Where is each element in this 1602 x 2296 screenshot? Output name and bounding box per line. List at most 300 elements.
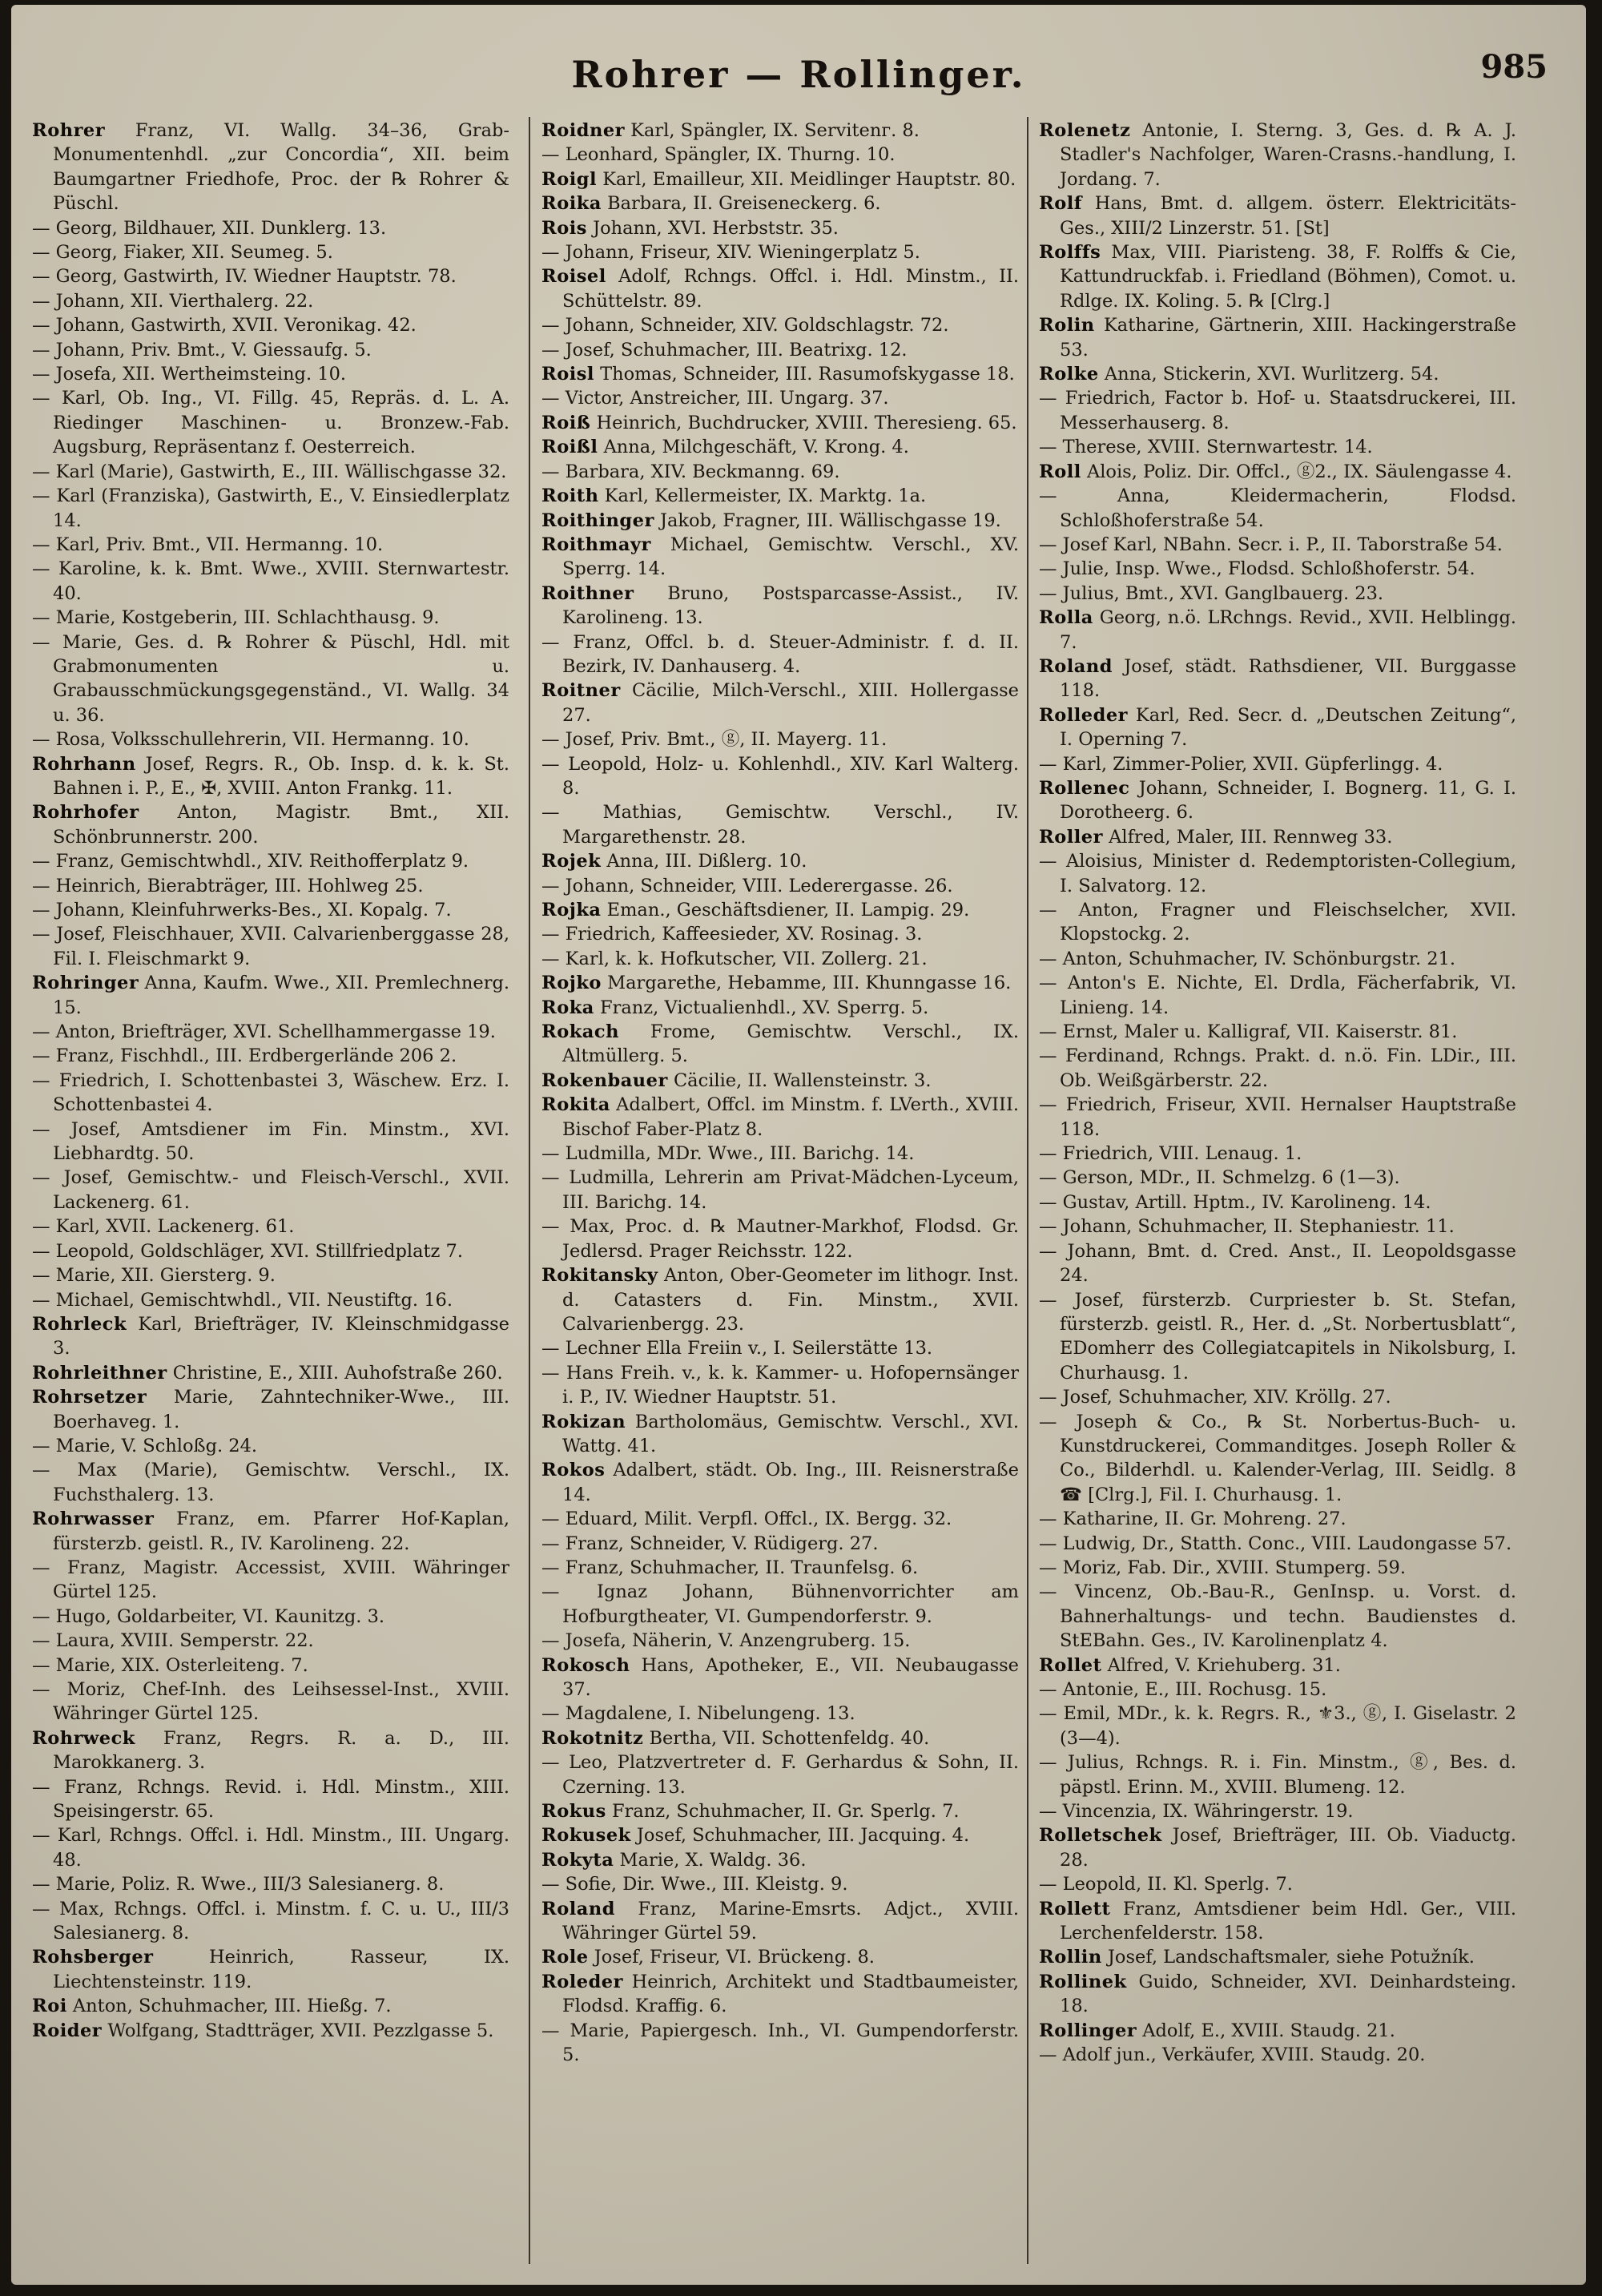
directory-entry [541, 191, 1019, 216]
entry-details: Bertha, VII. Schottenfeldg. 40. [649, 1727, 930, 1749]
entry-details: — Victor, Anstreicher, III. Ungarg. 37. [541, 388, 889, 409]
entry-surname: Rojek [541, 851, 602, 872]
directory-entry [541, 1823, 1019, 1847]
directory-entry [32, 1288, 509, 1312]
entry-surname: Roleder [541, 1971, 623, 1992]
entry-details: Josef, Regrs. R., Ob. Insp. d. k. k. St. Bahnen i. P., E., ✠, XVIII. Anton Frankg. 11. [53, 753, 510, 799]
directory-entry [541, 509, 1019, 533]
entry-details: Anton, Ober-Geometer im lithogr. Inst. d. Catasters d. Fin. Minstm., XVII. Calvarienbergg. 23. [562, 1265, 1019, 1335]
entry-details: Hans, Bmt. d. allgem. österr. Elektricitäts-Ges., XIII/2 Linzerstr. 51. [St] [1060, 193, 1516, 239]
entry-details: — Lechner Ella Freiin v., I. Seilerstätte 13. [541, 1338, 933, 1359]
entry-details: Franz, Marine-Emsrts. Adjct., XVIII. Währinger Gürtel 59. [562, 1898, 1019, 1944]
directory-entry [541, 484, 1019, 508]
entry-details: — Anna, Kleidermacherin, Flodsd. Schloßhoferstraße 54. [1039, 485, 1516, 531]
directory-entry [541, 922, 1019, 946]
directory-entry [32, 533, 509, 557]
entry-details: — Karl, Zimmer-Polier, XVII. Güpferlingg. 4. [1039, 753, 1443, 775]
entry-details: — Marie, XII. Giersterg. 9. [32, 1265, 276, 1287]
entry-surname: Rohrer [32, 120, 106, 141]
directory-entry [1039, 825, 1516, 849]
entry-details: — Marie, Poliz. R. Wwe., III/3 Salesianerg. 8. [32, 1874, 445, 1895]
directory-entry [541, 240, 1019, 264]
entry-details: — Hans Freih. v., k. k. Kammer- u. Hofopernsänger i. P., IV. Wiedner Hauptstr. 51. [541, 1362, 1019, 1408]
directory-entry [32, 1020, 509, 1044]
directory-entry [32, 1726, 509, 1775]
directory-entry [541, 1750, 1019, 1799]
directory-entry [32, 1263, 509, 1287]
directory-entry [32, 1629, 509, 1653]
entry-details: Cäcilie, Milch-Verschl., XIII. Hollergasse 27. [562, 680, 1019, 726]
entry-surname: Rokenbauer [541, 1069, 668, 1091]
directory-entry [32, 606, 509, 630]
entry-details: — Rosa, Volksschullehrerin, VII. Hermanng. 10. [32, 729, 469, 751]
entry-surname: Roidner [541, 120, 626, 141]
directory-entry [1039, 557, 1516, 581]
entry-surname: Roithmayr [541, 534, 651, 555]
directory-entry [32, 1945, 509, 1994]
entry-surname: Roisl [541, 364, 594, 385]
entry-details: — Max, Proc. d. ℞ Mautner-Markhof, Flodsd. Gr. Jedlersd. Prager Reichsstr. 122. [541, 1216, 1019, 1262]
directory-entry [32, 1872, 509, 1896]
entry-details: Anna, Kaufm. Wwe., XII. Premlechnerg. 15. [53, 973, 509, 1018]
entry-details: — Gustav, Artill. Hptm., IV. Karolineng. 14. [1039, 1191, 1431, 1213]
entry-surname: Rohrhann [32, 753, 136, 775]
entry-details: — Karl, Priv. Bmt., VII. Hermanng. 10. [32, 534, 384, 555]
entry-details: Guido, Schneider, XVI. Deinhardsteing. 18. [1060, 1971, 1516, 2017]
directory-entry [1039, 460, 1516, 484]
directory-entry [541, 996, 1019, 1020]
entry-details: — Mathias, Gemischtw. Verschl., IV. Margarethenstr. 28. [541, 802, 1019, 848]
directory-entry [32, 874, 509, 898]
entry-surname: Rolletschek [1039, 1825, 1162, 1847]
directory-entry [541, 1361, 1019, 1410]
entry-surname: Roland [541, 1898, 615, 1919]
directory-entry [32, 1385, 509, 1434]
directory-entry [541, 313, 1019, 337]
entry-details: Franz, Schuhmacher, II. Gr. Sperlg. 7. [611, 1801, 960, 1823]
entry-surname: Rohrweck [32, 1727, 135, 1749]
directory-entry [32, 1044, 509, 1068]
entry-details: — Josef, Gemischtw.- und Fleisch-Verschl., XVII. Lackenerg. 61. [32, 1167, 509, 1213]
entry-details: Bartholomäus, Gemischtw. Verschl., XVI. Wattg. 41. [562, 1411, 1019, 1456]
directory-entry [541, 1702, 1019, 1726]
directory-entry [1039, 435, 1516, 459]
entry-surname: Rolin [1039, 315, 1095, 336]
directory-entry [541, 533, 1019, 582]
entry-surname: Rolffs [1039, 242, 1101, 264]
entry-details: — Johann, Schuhmacher, II. Stephaniestr. 11. [1039, 1216, 1455, 1238]
directory-entry [1039, 1678, 1516, 1702]
directory-entry [1039, 655, 1516, 703]
entry-surname: Roith [541, 485, 599, 507]
entry-surname: Roland [1039, 655, 1113, 677]
directory-entry [32, 1678, 509, 1726]
directory-entry [541, 874, 1019, 898]
entry-details: — Franz, Schuhmacher, II. Traunfelsg. 6. [541, 1557, 919, 1578]
directory-entry [541, 460, 1019, 484]
entry-details: — Josef, Priv. Bmt., ⓖ, II. Mayerg. 11. [541, 729, 888, 751]
entry-details: Bruno, Postsparcasse-Assist., IV. Karolineng. 13. [562, 582, 1019, 629]
directory-entry [32, 1994, 509, 2018]
directory-entry [1039, 1214, 1516, 1239]
directory-entry [32, 362, 509, 386]
directory-entry [541, 727, 1019, 751]
directory-entry [1039, 484, 1516, 533]
entry-surname: Rolla [1039, 607, 1093, 629]
entry-details: — Adolf jun., Verkäufer, XVIII. Staudg. 20. [1039, 2044, 1426, 2066]
directory-entry [1039, 1872, 1516, 1896]
directory-entry [32, 1361, 509, 1385]
entry-details: — Karl (Marie), Gastwirth, E., III. Wällischgasse 32. [32, 461, 507, 482]
entry-details: — Karl, k. k. Hofkutscher, VII. Zollerg. 21. [541, 948, 928, 969]
directory-entry [32, 1897, 509, 1946]
directory-entry [32, 484, 509, 533]
directory-entry [32, 800, 509, 849]
entry-surname: Rokus [541, 1801, 606, 1823]
entry-details: — Josef, Fleischhauer, XVII. Calvarienberggasse 28, Fil. I. Fleischmarkt 9. [32, 924, 509, 969]
directory-entry [1039, 776, 1516, 825]
directory-entry [32, 1312, 509, 1361]
entry-details: — Magdalene, I. Nibelungeng. 13. [541, 1703, 855, 1725]
directory-entry [1039, 1410, 1516, 1508]
directory-entry [32, 1654, 509, 1678]
entry-details: Antonie, I. Sterng. 3, Ges. d. ℞ A. J. Stadler's Nachfolger, Waren-Crasns.-handlung, I. Jordang. 7. [1060, 120, 1516, 190]
directory-entry [1039, 752, 1516, 776]
entry-details: — Johann, Schneider, XIV. Goldschlagstr. 72. [541, 315, 949, 336]
column-rule-right [1027, 117, 1028, 2264]
entry-details: — Julie, Insp. Wwe., Flodsd. Schloßhoferstr. 54. [1039, 558, 1475, 580]
entry-details: — Ludmilla, Lehrerin am Privat-Mädchen-Lyceum, III. Barichg. 14. [541, 1167, 1019, 1213]
entry-details: Josef, städt. Rathsdiener, VII. Burggasse 118. [1060, 655, 1517, 702]
directory-entry [541, 1848, 1019, 1872]
entry-details: Marie, X. Waldg. 36. [619, 1849, 807, 1871]
entry-details: Karl, Briefträger, IV. Kleinschmidgasse 3. [53, 1313, 509, 1359]
directory-entry [1039, 971, 1516, 1020]
directory-entry [1039, 386, 1516, 435]
directory-entry [1039, 1897, 1516, 1946]
entry-surname: Roll [1039, 461, 1081, 482]
entry-details: Karl, Red. Secr. d. „Deutschen Zeitung“, I. Operning 7. [1060, 704, 1517, 751]
entry-details: — Franz, Schneider, V. Rüdigerg. 27. [541, 1533, 879, 1554]
directory-entry [32, 289, 509, 313]
entry-details: Anton, Schuhmacher, III. Hießg. 7. [72, 1996, 392, 2017]
directory-entry [32, 922, 509, 971]
entry-details: — Vincenzia, IX. Währingerstr. 19. [1039, 1801, 1354, 1823]
entry-details: — Karl, Ob. Ing., VI. Fillg. 45, Repräs. d. L. A. Riedinger Maschinen- u. Bronzew.-Fab. Augsburg, Repräsentanz f. Oesterreich. [32, 388, 509, 458]
directory-column-1 [32, 119, 509, 2043]
entry-surname: Rokita [541, 1094, 610, 1116]
directory-entry [541, 971, 1019, 995]
directory-entry [541, 386, 1019, 410]
entry-details: — Joseph & Co., ℞ St. Norbertus-Buch- u. Kunstdruckerei, Commanditges. Joseph Roller & Co., Bilderhdl. u. Kalender-Verlag, III. Seidlg. 8 ☎ [Clrg.], Fil. I. Churhausg. 1. [1039, 1411, 1516, 1505]
directory-entry [541, 1142, 1019, 1166]
entry-details: — Aloisius, Minister d. Redemptoristen-Collegium, I. Salvatorg. 12. [1039, 851, 1516, 896]
directory-entry [1039, 582, 1516, 606]
entry-details: — Vincenz, Ob.-Bau-R., GenInsp. u. Vorst. d. Bahnerhaltungs- und techn. Baudienstes d. StEBahn. Ges., IV. Karolinenplatz 4. [1039, 1581, 1516, 1652]
directory-entry [541, 1532, 1019, 1556]
entry-surname: Rohsberger [32, 1947, 154, 1968]
entry-surname: Roika [541, 193, 602, 215]
directory-entry [32, 1507, 509, 1556]
directory-entry [1039, 1702, 1516, 1750]
entry-details: — Georg, Bildhauer, XII. Dunklerg. 13. [32, 217, 387, 239]
directory-entry [541, 1580, 1019, 1629]
entry-details: — Sofie, Dir. Wwe., III. Kleistg. 9. [541, 1874, 848, 1895]
entry-details: Thomas, Schneider, III. Rasumofskygasse 18. [600, 364, 1015, 385]
directory-entry [541, 1897, 1019, 1946]
directory-entry [1039, 2019, 1516, 2043]
entry-details: Alois, Poliz. Dir. Offcl., ⓖ2., IX. Säulengasse 4. [1086, 461, 1512, 482]
directory-entry [1039, 2043, 1516, 2067]
directory-entry [541, 1458, 1019, 1507]
directory-entry [32, 752, 509, 801]
entry-details: — Friedrich, Factor b. Hof- u. Staatsdruckerei, III. Messerhauserg. 8. [1039, 388, 1516, 433]
entry-details: Heinrich, Rasseur, IX. Liechtensteinstr. 119. [53, 1947, 510, 1992]
directory-entry [32, 1775, 509, 1824]
directory-entry [541, 630, 1019, 679]
directory-entry [1039, 1970, 1516, 2019]
entry-details: — Johann, Schneider, VIII. Lederergasse. 26. [541, 875, 953, 896]
entry-details: Karl, Emailleur, XII. Meidlinger Hauptstr. 80. [602, 168, 1016, 190]
entry-surname: Rohrwasser [32, 1509, 155, 1530]
entry-surname: Roi [32, 1996, 67, 2017]
entry-details: Wolfgang, Stadtträger, XVII. Pezzlgasse 5. [107, 2020, 494, 2041]
directory-entry [1039, 1190, 1516, 1214]
entry-details: — Ernst, Maler u. Kalligraf, VII. Kaiserstr. 81. [1039, 1021, 1458, 1043]
entry-details: Adalbert, städt. Ob. Ing., III. Reisnerstraße 14. [562, 1460, 1019, 1505]
directory-entry [541, 849, 1019, 873]
directory-entry [1039, 1093, 1516, 1142]
directory-entry [1039, 1556, 1516, 1580]
entry-details: Franz, Amtsdiener beim Hdl. Ger., VIII. Lerchenfelderstr. 158. [1060, 1898, 1516, 1944]
directory-entry [541, 1654, 1019, 1702]
entry-details: — Ignaz Johann, Bühnenvorrichter am Hofburgtheater, VI. Gumpendorferstr. 9. [541, 1581, 1019, 1627]
directory-column-3 [1039, 119, 1516, 2068]
entry-details: — Franz, Magistr. Accessist, XVIII. Währinger Gürtel 125. [32, 1557, 509, 1603]
directory-entry [1039, 1166, 1516, 1190]
entry-surname: Rolenetz [1039, 120, 1131, 141]
entry-details: — Leopold, Holz- u. Kohlenhdl., XIV. Karl Walterg. 8. [541, 753, 1019, 799]
entry-details: Katharine, Gärtnerin, XIII. Hackingerstraße 53. [1060, 315, 1516, 361]
entry-details: — Leopold, II. Kl. Sperlg. 7. [1039, 1874, 1293, 1895]
directory-entry [1039, 1580, 1516, 1653]
entry-details: — Johann, Priv. Bmt., V. Giessaufg. 5. [32, 339, 372, 361]
entry-details: Heinrich, Buchdrucker, XVIII. Theresieng. 65. [596, 412, 1017, 433]
entry-details: — Michael, Gemischtwhdl., VII. Neustiftg. 16. [32, 1289, 453, 1311]
entry-details: — Anton, Fragner und Fleischselcher, XVII. Klopstockg. 2. [1039, 900, 1516, 945]
entry-surname: Roithner [541, 582, 634, 604]
entry-details: Heinrich, Architekt und Stadtbaumeister, Flodsd. Kraffig. 6. [562, 1971, 1019, 2017]
directory-entry [541, 435, 1019, 459]
entry-details: — Barbara, XIV. Beckmanng. 69. [541, 461, 840, 482]
entry-details: — Josefa, XII. Wertheimsteing. 10. [32, 364, 347, 385]
entry-details: — Josef, fürsterzb. Curpriester b. St. Stefan, fürsterzb. geistl. R., Her. d. „St. Norbertusblatt“, EDomherr des Collegiatcapitels in Nikolsburg, I. Churhausg. 1. [1039, 1289, 1516, 1384]
entry-details: — Johann, XII. Vierthalerg. 22. [32, 290, 314, 312]
page-number: 985 [1480, 48, 1548, 86]
directory-entry [541, 216, 1019, 240]
entry-surname: Roithinger [541, 510, 654, 531]
entry-details: — Friedrich, VIII. Lenaug. 1. [1039, 1143, 1302, 1165]
directory-entry [32, 727, 509, 751]
directory-entry [1039, 947, 1516, 971]
entry-surname: Rollenec [1039, 777, 1130, 799]
entry-details: — Johann, Friseur, XIV. Wieningerplatz 5. [541, 242, 920, 264]
entry-details: — Anton's E. Nichte, El. Drdla, Fächerfabrik, VI. Linieng. 14. [1039, 973, 1516, 1018]
entry-details: Alfred, Maler, III. Rennweg 33. [1109, 826, 1393, 848]
entry-details: — Eduard, Milit. Verpfl. Offcl., IX. Bergg. 32. [541, 1509, 952, 1530]
directory-entry [1039, 606, 1516, 655]
entry-details: Franz, Regrs. R. a. D., III. Marokkanerg. 3. [53, 1727, 510, 1774]
entry-details: Cäcilie, II. Wallensteinstr. 3. [673, 1069, 932, 1091]
directory-entry [541, 143, 1019, 167]
entry-details: Michael, Gemischtw. Verschl., XV. Sperrg. 14. [562, 534, 1020, 580]
directory-entry [1039, 1507, 1516, 1531]
entry-details: — Moriz, Chef-Inh. des Leihsessel-Inst., XVIII. Währinger Gürtel 125. [32, 1679, 509, 1725]
directory-entry [32, 557, 509, 606]
directory-entry [541, 1726, 1019, 1750]
entry-details: Marie, Zahntechniker-Wwe., III. Boerhaveg. 1. [53, 1387, 509, 1432]
directory-entry [32, 971, 509, 1020]
entry-details: — Marie, Ges. d. ℞ Rohrer & Püschl, Hdl. mit Grabmonumenten u. Grabausschmückungsgegenständ., VI. Wallg. 34 u. 36. [32, 631, 509, 726]
directory-entry [541, 1970, 1019, 2019]
entry-surname: Rojko [541, 973, 602, 994]
directory-entry [541, 1799, 1019, 1823]
entry-surname: Roitner [541, 680, 621, 702]
entry-details: Adolf, E., XVIII. Staudg. 21. [1142, 2020, 1395, 2041]
entry-details: — Leonhard, Spängler, IX. Thurng. 10. [541, 144, 896, 166]
directory-entry [1039, 703, 1516, 752]
directory-entry [541, 1166, 1019, 1214]
directory-entry [32, 1556, 509, 1605]
directory-entry [541, 411, 1019, 435]
directory-entry [541, 800, 1019, 849]
entry-details: — Josef, Amtsdiener im Fin. Minstm., XVI. Liebhardtg. 50. [32, 1118, 509, 1165]
running-head: Rohrer — Rollinger. [571, 53, 1026, 96]
entry-details: — Leo, Platzvertreter d. F. Gerhardus & Sohn, II. Czerning. 13. [541, 1752, 1019, 1798]
directory-entry [541, 2019, 1019, 2068]
entry-details: — Friedrich, Kaffeesieder, XV. Rosinag. 3. [541, 924, 923, 945]
entry-surname: Roka [541, 997, 594, 1018]
entry-details: — Leopold, Goldschläger, XVI. Stillfriedplatz 7. [32, 1240, 464, 1262]
entry-details: Josef, Briefträger, III. Ob. Viaductg. 28. [1060, 1825, 1516, 1871]
entry-details: — Julius, Bmt., XVI. Ganglbauerg. 23. [1039, 582, 1384, 604]
entry-surname: Rolf [1039, 193, 1082, 215]
entry-details: Adalbert, Offcl. im Minstm. f. LVerth., XVIII. Bischof Faber-Platz 8. [562, 1094, 1019, 1140]
directory-entry [541, 1410, 1019, 1459]
entry-surname: Rokitansky [541, 1265, 658, 1287]
directory-entry [541, 947, 1019, 971]
directory-entry [541, 1214, 1019, 1263]
directory-entry [541, 679, 1019, 727]
directory-entry [32, 1458, 509, 1507]
entry-surname: Roller [1039, 826, 1103, 848]
entry-surname: Rohrhofer [32, 802, 139, 824]
entry-details: Hans, Apotheker, E., VII. Neubaugasse 37. [562, 1654, 1020, 1700]
directory-entry [541, 752, 1019, 801]
directory-entry [32, 2019, 509, 2043]
entry-details: — Georg, Gastwirth, IV. Wiedner Hauptstr. 78. [32, 266, 457, 288]
directory-entry [541, 1629, 1019, 1653]
directory-entry [1039, 1750, 1516, 1799]
entry-details: Christine, E., XIII. Auhofstraße 260. [172, 1362, 503, 1384]
entry-details: Franz, em. Pfarrer Hof-Kaplan, fürsterzb. geistl. R., IV. Karolineng. 22. [53, 1509, 509, 1554]
entry-details: Johann, XVI. Herbststr. 35. [593, 217, 839, 239]
entry-details: — Marie, V. Schloßg. 24. [32, 1435, 258, 1456]
directory-entry [32, 630, 509, 728]
entry-surname: Rohringer [32, 973, 139, 994]
entry-details: — Franz, Gemischtwhdl., XIV. Reithofferplatz 9. [32, 851, 469, 872]
entry-details: Josef, Landschaftsmaler, siehe Potužník. [1107, 1947, 1475, 1968]
directory-entry [541, 1556, 1019, 1580]
entry-surname: Rohrsetzer [32, 1387, 147, 1408]
entry-details: — Franz, Offcl. b. d. Steuer-Administr. f. d. II. Bezirk, IV. Danhauserg. 4. [541, 631, 1019, 677]
entry-surname: Role [541, 1947, 589, 1968]
directory-entry [32, 1166, 509, 1214]
entry-details: — Friedrich, Friseur, XVII. Hernalser Hauptstraße 118. [1039, 1094, 1516, 1140]
directory-entry [1039, 119, 1516, 191]
directory-entry [32, 1118, 509, 1166]
entry-details: Josef, Friseur, VI. Brückeng. 8. [594, 1947, 875, 1968]
entry-surname: Rokotnitz [541, 1727, 644, 1749]
entry-details: — Josef, Schuhmacher, XIV. Kröllg. 27. [1039, 1387, 1391, 1408]
entry-details: Josef, Schuhmacher, III. Jacquing. 4. [636, 1825, 970, 1847]
directory-entry [1039, 1385, 1516, 1409]
directory-entry [541, 1020, 1019, 1069]
entry-details: Frome, Gemischtw. Verschl., IX. Altmüllerg. 5. [562, 1021, 1019, 1067]
directory-entry [32, 460, 509, 484]
directory-entry [541, 1872, 1019, 1896]
entry-surname: Rokizan [541, 1411, 626, 1432]
column-rule-left [529, 117, 530, 2264]
directory-entry [32, 849, 509, 873]
directory-entry [1039, 1142, 1516, 1166]
entry-surname: Rokos [541, 1460, 606, 1481]
entry-surname: Rollinek [1039, 1971, 1127, 1992]
directory-entry [32, 1214, 509, 1239]
directory-entry [32, 313, 509, 337]
entry-details: Anton, Magistr. Bmt., XII. Schönbrunnerstr. 200. [53, 802, 510, 848]
entry-surname: Rohrleck [32, 1313, 127, 1335]
entry-surname: Rojka [541, 900, 602, 920]
entry-details: — Karl (Franziska), Gastwirth, E., V. Einsiedlerplatz 14. [32, 485, 509, 531]
directory-entry [1039, 240, 1516, 313]
entry-surname: Rollin [1039, 1947, 1102, 1968]
entry-details: — Hugo, Goldarbeiter, VI. Kaunitzg. 3. [32, 1605, 385, 1627]
entry-details: — Josef Karl, NBahn. Secr. i. P., II. Taborstraße 54. [1039, 534, 1503, 555]
directory-entry [541, 119, 1019, 143]
directory-entry [541, 898, 1019, 922]
entry-details: — Franz, Fischhdl., III. Erdbergerlände 206 2. [32, 1045, 457, 1067]
directory-entry [1039, 1044, 1516, 1093]
directory-entry [32, 119, 509, 216]
entry-details: — Marie, XIX. Osterleiteng. 7. [32, 1654, 308, 1676]
directory-entry [541, 582, 1019, 630]
entry-details: Johann, Schneider, I. Bognerg. 11, G. I. Dorotheerg. 6. [1060, 777, 1517, 824]
entry-details: — Laura, XVIII. Semperstr. 22. [32, 1630, 314, 1652]
directory-entry [1039, 898, 1516, 947]
directory-entry [541, 264, 1019, 313]
directory-entry [1039, 1239, 1516, 1288]
entry-surname: Roißl [541, 437, 598, 458]
directory-entry [1039, 362, 1516, 386]
entry-details: — Karl, Rchngs. Offcl. i. Hdl. Minstm., III. Ungarg. 48. [32, 1825, 509, 1871]
entry-details: Jakob, Fragner, III. Wällischgasse 19. [659, 510, 1001, 531]
entry-details: — Anton, Briefträger, XVI. Schellhammergasse 19. [32, 1021, 496, 1043]
entry-details: — Max, Rchngs. Offcl. i. Minstm. f. C. u. U., III/3 Salesianerg. 8. [32, 1898, 509, 1944]
entry-surname: Rois [541, 217, 587, 239]
entry-details: — Johann, Bmt. d. Cred. Anst., II. Leopoldsgasse 24. [1039, 1240, 1516, 1287]
directory-entry [32, 1823, 509, 1872]
